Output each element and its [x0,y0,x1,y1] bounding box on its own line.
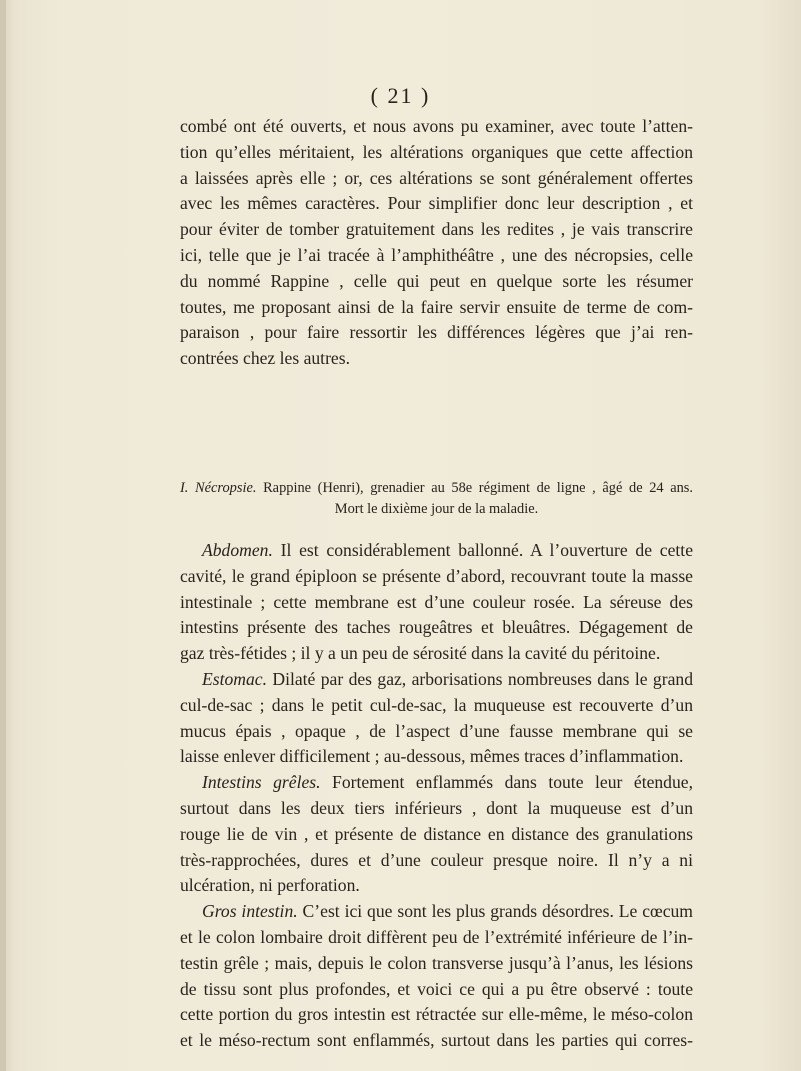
text-line: et le méso-rectum sont enflammés, surtout dans les parties qui corres- [180,1030,693,1051]
text-line: de tissu sont plus profondes, et voici ce qui a pu être observé : toute [180,978,693,999]
abdomen-first-line [180,538,693,564]
estomac-label: Estomac. [202,668,267,689]
case-heading [180,478,693,520]
gros-intestin-label: Gros intestin. [202,901,298,922]
text-line: C’est ici que sont les plus grands désordres. Le cœcum [302,901,693,922]
text-line: toutes, me proposant ainsi de la faire servir ensuite de terme de com- [180,296,693,317]
case-header-line [180,478,693,499]
page-binding-edge [0,0,6,1071]
text-line: cavité, le grand épiploon se présente d’abord, recouvrant toute la masse [180,565,693,586]
text-line: surtout dans les deux tiers inférieurs , dont la muqueuse est d’un [180,797,693,818]
text-line: ulcération, ni perforation. [180,875,360,896]
text-line: avec les mêmes caractères. Pour simplifier donc leur description , et [180,193,693,214]
intestins-greles-label: Intestins grêles. [202,772,321,793]
gros-intestin-first-line [180,899,693,925]
case-patient-info: Rappine (Henri), grenadier au 58e régiment de ligne , âgé de 24 ans. [263,480,694,496]
text-line: laisse enlever difficilement ; au-dessous, mêmes traces d’inflammation. [180,746,684,767]
text-line: intestinale ; cette membrane est d’une couleur rosée. La séreuse des [180,591,693,612]
text-line: pour éviter de tomber gratuitement dans les redites , je vais transcrire [180,219,693,240]
text-line: Fortement enflammés dans toute leur étendue, [332,772,693,793]
page-number: ( 21 ) [370,83,431,108]
text-line: cul-de-sac ; dans le petit cul-de-sac, la muqueuse est recouverte d’un [180,694,693,715]
abdomen-label: Abdomen. [202,540,273,560]
findings-section [180,538,693,1054]
text-line: mucus épais , opaque , de l’aspect d’une fausse membrane qui se [180,720,693,741]
intro-paragraph [180,114,693,372]
text-line: cette portion du gros intestin est rétractée sur elle-même, le méso-colon [180,1004,693,1025]
text-line: Dilaté par des gaz, arborisations nombreuses dans le grand [272,668,693,689]
text-line: intestins présente des taches rougeâtres et bleuâtres. Dégagement de [180,617,693,638]
text-line: ici, telle que je l’ai tracée à l’amphithéâtre , une des nécropsies, celle [180,244,693,265]
estomac-first-line [180,667,693,693]
text-line: et le colon lombaire droit diffèrent peu de l’extrémité inférieure de l’in- [180,926,693,947]
case-death-line: Mort le dixième jour de la maladie. [334,501,539,517]
text-line: testin grêle ; mais, depuis le colon transverse jusqu’à l’anus, les lésions [180,952,693,973]
text-line: gaz très-fétides ; il y a un peu de sérosité dans la cavité du péritoine. [180,643,661,664]
text-line: du nommé Rappine , celle qui peut en quelque sorte les résumer [180,270,693,291]
intestins-greles-first-line [180,770,693,796]
text-line: paraison , pour faire ressortir les différences légères que j’ai ren- [180,322,693,343]
text-line: Il est considérablement ballonné. A l’ouverture de cette [280,540,694,560]
case-label: I. Nécropsie. [180,480,257,496]
text-line: contrées chez les autres. [180,348,350,369]
text-line: a laissées après elle ; or, ces altérations se sont généralement offertes [180,167,693,188]
text-line: très-rapprochées, dures et d’une couleur presque noire. Il n’y a ni [180,849,693,870]
text-line: tion qu’elles méritaient, les altérations organiques que cette affection [180,141,693,162]
text-line: combé ont été ouverts, et nous avons pu examiner, avec toute l’atten- [180,116,693,136]
text-line: rouge lie de vin , et présente de distance en distance des granulations [180,823,693,844]
